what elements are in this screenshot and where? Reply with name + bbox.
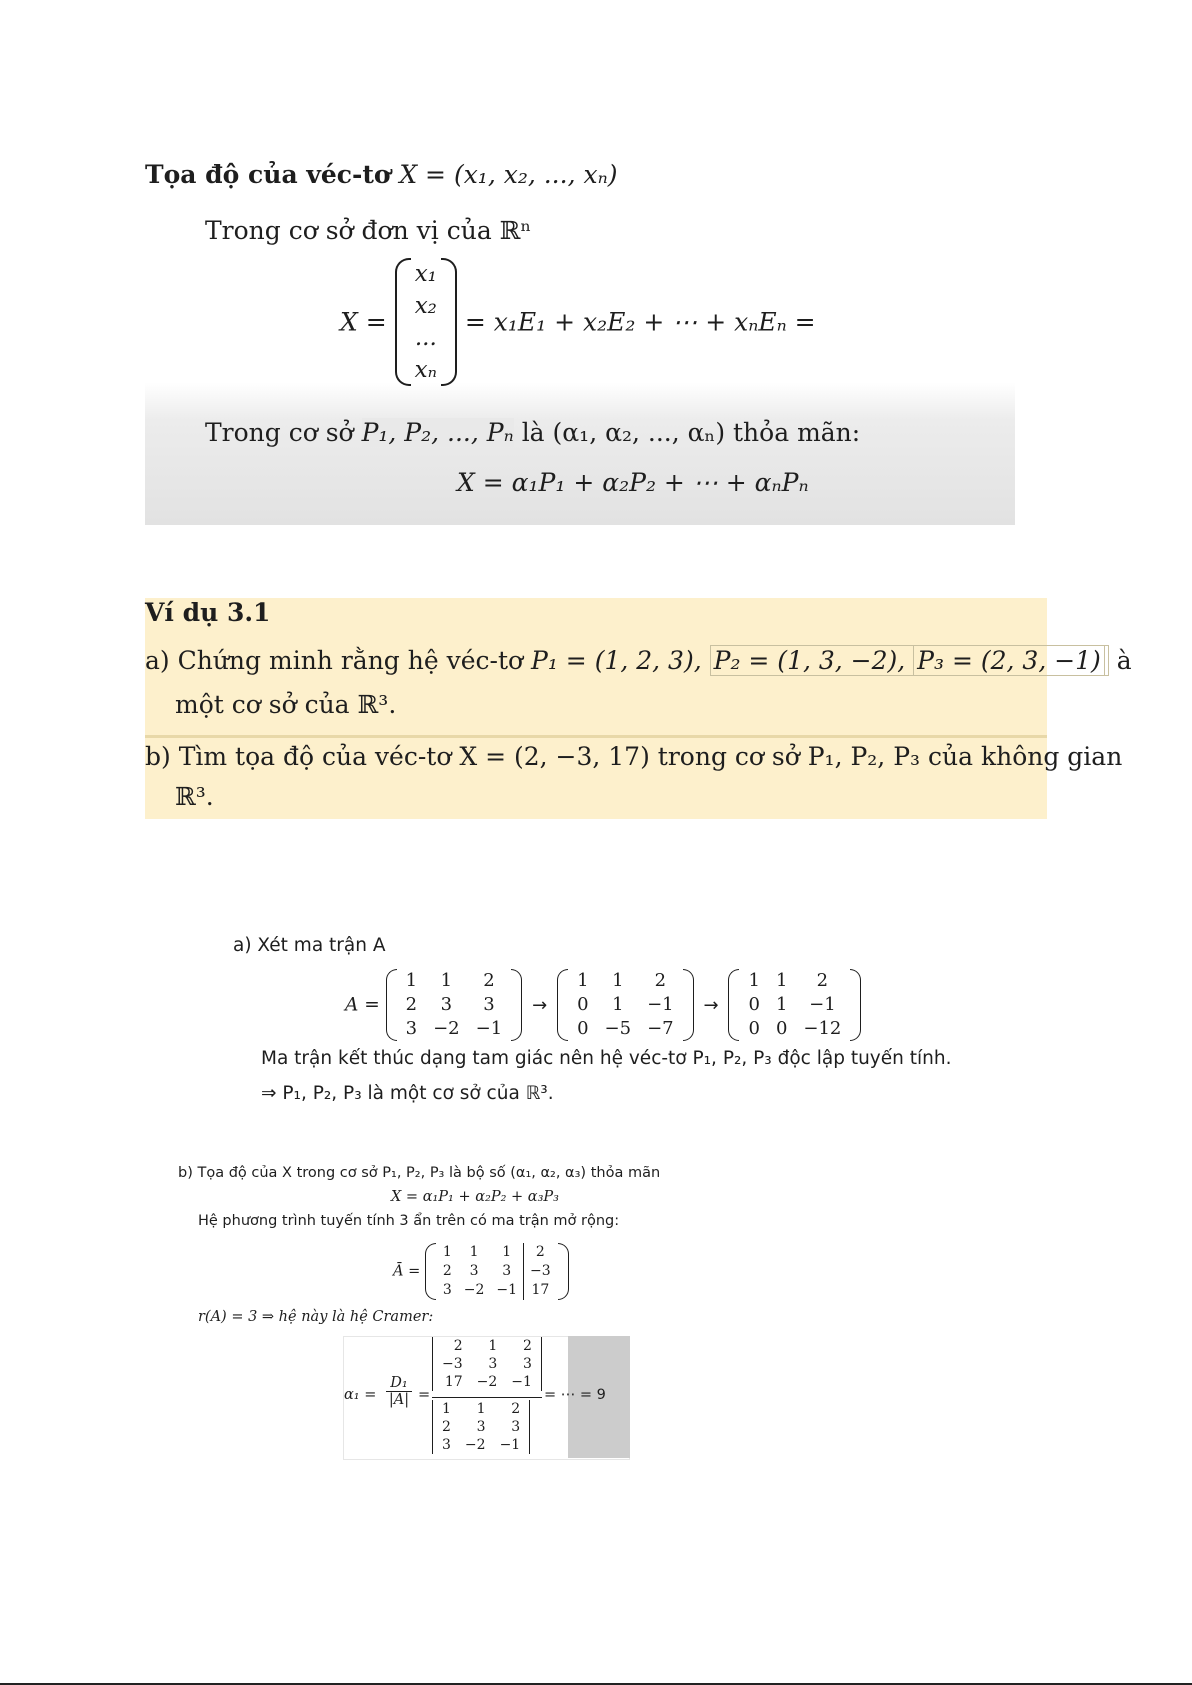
matrix-cell: 2	[405, 994, 418, 1015]
determinant-denominator	[432, 1400, 530, 1454]
vector-p3: P₃ = (2, 3, −1)	[913, 645, 1105, 676]
line2-middle: là (α₁, α₂, ..., αₙ) thỏa mãn:	[521, 418, 861, 447]
matrix-cell: −3	[442, 1356, 463, 1372]
fraction-denominator: |A|	[388, 1392, 410, 1408]
matrix-cell: −1	[809, 994, 836, 1015]
conclusion-line-1: Ma trận kết thúc dạng tam giác nên hệ véc-tơ P₁, P₂, P₃ độc lập tuyến tính.	[261, 1048, 952, 1069]
matrix-cell: 1	[775, 994, 788, 1015]
alpha-label: α₁ =	[344, 1387, 377, 1403]
matrix-cell: 2	[511, 1401, 521, 1417]
solution-b-equation: X = α₁P₁ + α₂P₂ + α₃P₃	[391, 1189, 559, 1205]
matrix-cell: 0	[748, 994, 760, 1015]
line2-prefix: Trong cơ sở	[205, 418, 354, 447]
matrix-cell: 3	[442, 1282, 452, 1298]
coordinate-equation: X = α₁P₁ + α₂P₂ + ⋯ + αₙPₙ	[457, 468, 809, 497]
basis-list: P₁, P₂, ..., Pₙ	[361, 418, 514, 447]
matrix-cell: 2	[453, 1338, 463, 1354]
matrix-cell: −5	[604, 1018, 632, 1039]
matrix-cell: 3	[483, 994, 495, 1015]
part-a-tail: à	[1116, 646, 1132, 675]
matrix-cell: 3	[440, 994, 453, 1015]
vector-expansion	[340, 258, 816, 386]
basis-coordinates-line	[205, 418, 860, 447]
matrix-cell: 1	[440, 970, 453, 991]
matrix-cell: −1	[511, 1374, 532, 1390]
matrix-cell: 1	[442, 1401, 451, 1417]
matrix-cell: 1	[748, 970, 760, 991]
vector-entry: x₂	[414, 293, 437, 319]
conclusion-line-2: ⇒ P₁, P₂, P₃ là một cơ sở của ℝ³.	[261, 1083, 554, 1104]
matrix-a	[386, 969, 523, 1041]
matrix-cell: 0	[577, 1018, 589, 1039]
matrix-cell: −1	[647, 994, 674, 1015]
matrix-cell: 1	[488, 1338, 498, 1354]
matrix-cell: 0	[748, 1018, 760, 1039]
part-a-line2: một cơ sở của ℝ³.	[175, 690, 397, 719]
matrix-cell: 1	[405, 970, 418, 991]
title-formula: X = (x₁, x₂, ..., xₙ)	[399, 160, 618, 189]
augmented-matrix-caption: Hệ phương trình tuyến tính 3 ẩn trên có ma trận mở rộng:	[198, 1213, 620, 1229]
matrix-a-label: A =	[345, 994, 380, 1016]
arrow-2: →	[703, 994, 719, 1016]
matrix-cell: 2	[442, 1263, 452, 1279]
matrix-cell: 0	[775, 1018, 788, 1039]
part-a-text: a) Chứng minh rằng hệ véc-tơ	[145, 646, 524, 675]
matrix-cell: 3	[469, 1263, 479, 1279]
augmented-matrix-label: Ā =	[393, 1263, 421, 1280]
matrix-cell: 2	[442, 1419, 451, 1435]
solution-b	[178, 1165, 698, 1465]
equals-sign: =	[418, 1387, 431, 1403]
fraction-numerator: D₁	[386, 1375, 412, 1392]
matrix-cell: 3	[488, 1356, 498, 1372]
result-value: = ⋯ = 9	[544, 1387, 606, 1403]
solution-b-line1: b) Tọa độ của X trong cơ sở P₁, P₂, P₃ là bộ số (α₁, α₂, α₃) thỏa mãn	[178, 1165, 661, 1181]
x-label: X =	[340, 307, 387, 337]
matrix-cell: 3	[502, 1263, 512, 1279]
matrix-cell: −1	[496, 1282, 518, 1298]
matrix-cell: 1	[476, 1401, 486, 1417]
matrix-cell: 1	[442, 1244, 452, 1260]
vector-p1: P₁ = (1, 2, 3),	[531, 646, 702, 675]
matrix-cell: 3	[405, 1018, 418, 1039]
matrix-cell: −2	[463, 1282, 485, 1298]
matrix-cell: 2	[654, 970, 667, 991]
example-part-a	[145, 646, 1132, 675]
example-part-b: b) Tìm tọa độ của véc-tơ X = (2, −3, 17) trong cơ sở P₁, P₂, P₃ của không gian	[145, 742, 1123, 771]
matrix-cell: −1	[475, 1018, 503, 1039]
part-b-line2: ℝ³.	[175, 782, 214, 811]
determinant-fraction	[432, 1337, 542, 1458]
matrix-cell: 1	[502, 1244, 512, 1260]
divider	[145, 735, 1047, 738]
matrix-step-2	[557, 969, 694, 1041]
example-heading: Ví dụ 3.1	[145, 598, 271, 627]
matrix-cell: 17	[524, 1281, 557, 1300]
matrix-cell: −2	[476, 1374, 498, 1390]
matrix-cell: 3	[511, 1419, 521, 1435]
matrix-cell: 17	[444, 1374, 463, 1390]
augmented-matrix	[425, 1243, 569, 1300]
matrix-cell: −12	[803, 1018, 842, 1039]
matrix-cell: 1	[612, 994, 624, 1015]
matrix-cell: 3	[476, 1419, 486, 1435]
matrix-cell: 1	[775, 970, 788, 991]
augmented-matrix-row	[393, 1243, 569, 1300]
rank-line: r(A) = 3 ⇒ hệ này là hệ Cramer:	[198, 1309, 434, 1325]
matrix-cell: 1	[612, 970, 624, 991]
section-title	[145, 160, 617, 189]
matrix-step-3	[728, 969, 861, 1041]
matrix-cell: 3	[442, 1437, 451, 1453]
standard-basis-line: Trong cơ sở đơn vị của ℝⁿ	[205, 216, 532, 245]
row-reduction	[345, 969, 861, 1041]
matrix-cell: −2	[464, 1437, 486, 1453]
matrix-cell: 1	[469, 1244, 479, 1260]
solution-a	[233, 935, 993, 1110]
vector-entry: ...	[414, 325, 437, 351]
title-text: Tọa độ của véc-tơ	[145, 160, 391, 189]
vector-entry: x₁	[414, 261, 437, 287]
matrix-cell: −2	[433, 1018, 460, 1039]
arrow-1: →	[532, 994, 548, 1016]
matrix-cell: 2	[483, 970, 495, 991]
vector-entry: xₙ	[414, 357, 437, 383]
matrix-cell: 2	[523, 1338, 532, 1354]
matrix-cell: −3	[524, 1262, 557, 1281]
matrix-cell: 1	[577, 970, 589, 991]
matrix-cell: 2	[524, 1243, 557, 1262]
fraction	[386, 1375, 412, 1408]
example-box	[145, 598, 1132, 819]
coordinate-definition-section	[145, 150, 1015, 525]
matrix-cell: 0	[577, 994, 589, 1015]
solution-a-heading: a) Xét ma trận A	[233, 935, 386, 956]
column-vector	[395, 258, 457, 386]
matrix-cell: 2	[816, 970, 829, 991]
matrix-cell: −1	[499, 1437, 521, 1453]
determinant-numerator	[432, 1337, 542, 1391]
expansion-formula: = x₁E₁ + x₂E₂ + ⋯ + xₙEₙ =	[464, 307, 816, 337]
matrix-cell: −7	[647, 1018, 674, 1039]
matrix-cell: 3	[523, 1356, 532, 1372]
vector-p2: P₂ = (1, 3, −2), P₃ = (2, 3, −1)	[710, 645, 1109, 676]
